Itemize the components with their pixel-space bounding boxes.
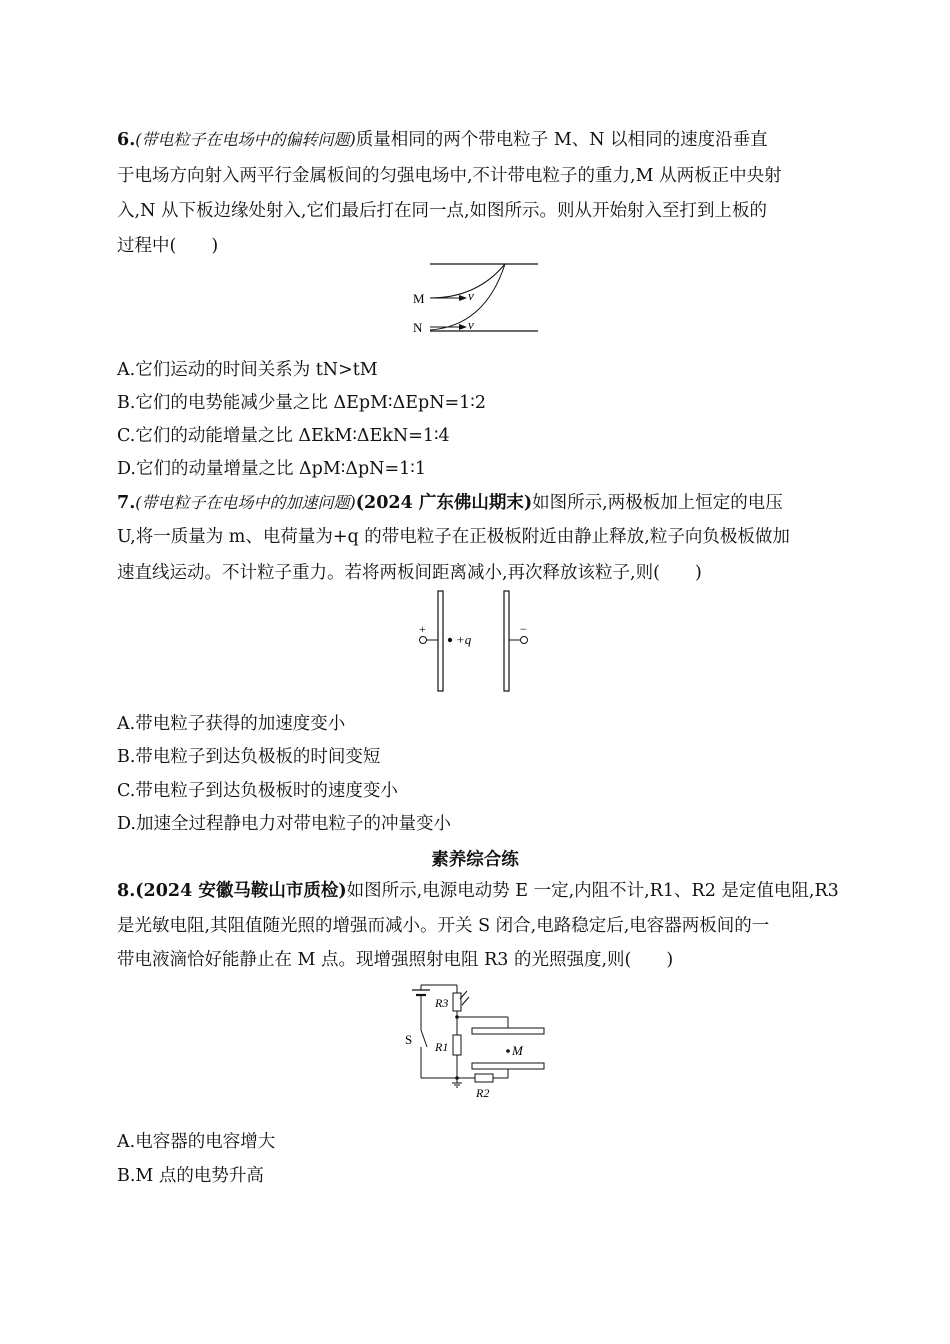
q6-number: 6	[117, 130, 130, 150]
q6-line-1: 6.(带电粒子在电场中的偏转问题)质量相同的两个带电粒子 M、N 以相同的速度沿垂直	[117, 130, 768, 150]
label-s: S	[405, 1032, 413, 1047]
q7-line-1: 7.(带电粒子在电场中的加速问题)(2024 广东佛山期末)如图所示,两极板加上恒定的电压	[117, 493, 783, 513]
q7-option-d: D.加速全过程静电力对带电粒子的冲量变小	[117, 814, 451, 834]
label-n: N	[413, 320, 423, 335]
q7-number: 7	[117, 493, 130, 513]
q6-line-4: 过程中( )	[117, 236, 219, 256]
negative-terminal	[521, 637, 528, 644]
capacitor-top-plate	[472, 1028, 544, 1034]
positive-terminal	[420, 637, 427, 644]
q6-option-a: A.它们运动的时间关系为 tN>tM	[117, 360, 378, 380]
q8-option-b: B.M 点的电势升高	[117, 1166, 264, 1186]
q8-number: 8	[117, 881, 130, 901]
q6-figure	[405, 256, 545, 338]
q7-line-2: U,将一质量为 m、电荷量为+q 的带电粒子在正极板附近由静止释放,粒子向负极板做加	[117, 527, 790, 547]
section-heading: 素养综合练	[431, 850, 519, 870]
charge-label: +q	[456, 632, 472, 647]
resistor-r2	[475, 1074, 493, 1082]
q7-source: (2024 广东佛山期末)	[355, 493, 533, 513]
q8-figure	[400, 975, 560, 1103]
label-m: M	[413, 291, 425, 306]
q7-option-b: B.带电粒子到达负极板的时间变短	[117, 747, 381, 767]
switch	[421, 1030, 427, 1047]
q6-option-d: D.它们的动量增量之比 ΔpM∶ΔpN=1∶1	[117, 459, 426, 479]
capacitor-bottom-plate	[472, 1063, 544, 1069]
q7-tag: (带电粒子在电场中的加速问题)	[135, 493, 356, 512]
q8-line-2: 是光敏电阻,其阻值随光照的增强而减小。开关 S 闭合,电路稳定后,电容器两板间的一	[117, 916, 770, 936]
minus-sign: −	[520, 622, 527, 636]
label-v-n: v	[468, 317, 474, 332]
droplet-m	[506, 1049, 510, 1053]
label-r3: R3	[435, 996, 449, 1010]
q8-line-1: 8.(2024 安徽马鞍山市质检)如图所示,电源电动势 E 一定,内阻不计,R1、R2 是定值电阻,R3	[117, 881, 839, 901]
q6-line-3: 入,N 从下板边缘处射入,它们最后打在同一点,如图所示。则从开始射入至打到上板的	[117, 201, 768, 221]
plus-sign: +	[419, 622, 426, 636]
q7-figure	[410, 588, 540, 694]
q6-option-b: B.它们的电势能减少量之比 ΔEpM∶ΔEpN=1∶2	[117, 393, 486, 413]
charged-particle	[448, 638, 452, 642]
q8-line-3: 带电液滴恰好能静止在 M 点。现增强照射电阻 R3 的光照强度,则( )	[117, 950, 674, 970]
negative-plate	[504, 591, 509, 691]
q6-tag: (带电粒子在电场中的偏转问题)	[135, 130, 356, 149]
q7-option-c: C.带电粒子到达负极板时的速度变小	[117, 781, 398, 801]
positive-plate	[438, 591, 443, 691]
q8-option-a: A.电容器的电容增大	[117, 1132, 276, 1152]
label-r1: R1	[435, 1040, 449, 1054]
label-v-m: v	[468, 288, 474, 303]
q7-option-a: A.带电粒子获得的加速度变小	[117, 714, 346, 734]
resistor-r3	[453, 993, 461, 1011]
resistor-r1	[453, 1035, 461, 1055]
q6-line-2: 于电场方向射入两平行金属板间的匀强电场中,不计带电粒子的重力,M 从两板正中央射	[117, 166, 782, 186]
q8-source: (2024 安徽马鞍山市质检)	[135, 881, 347, 901]
label-r2: R2	[476, 1086, 490, 1100]
q6-option-c: C.它们的动能增量之比 ΔEkM∶ΔEkN=1∶4	[117, 426, 450, 446]
q7-line-3: 速直线运动。不计粒子重力。若将两板间距离减小,再次释放该粒子,则( )	[117, 563, 702, 583]
label-m: M	[512, 1043, 523, 1058]
